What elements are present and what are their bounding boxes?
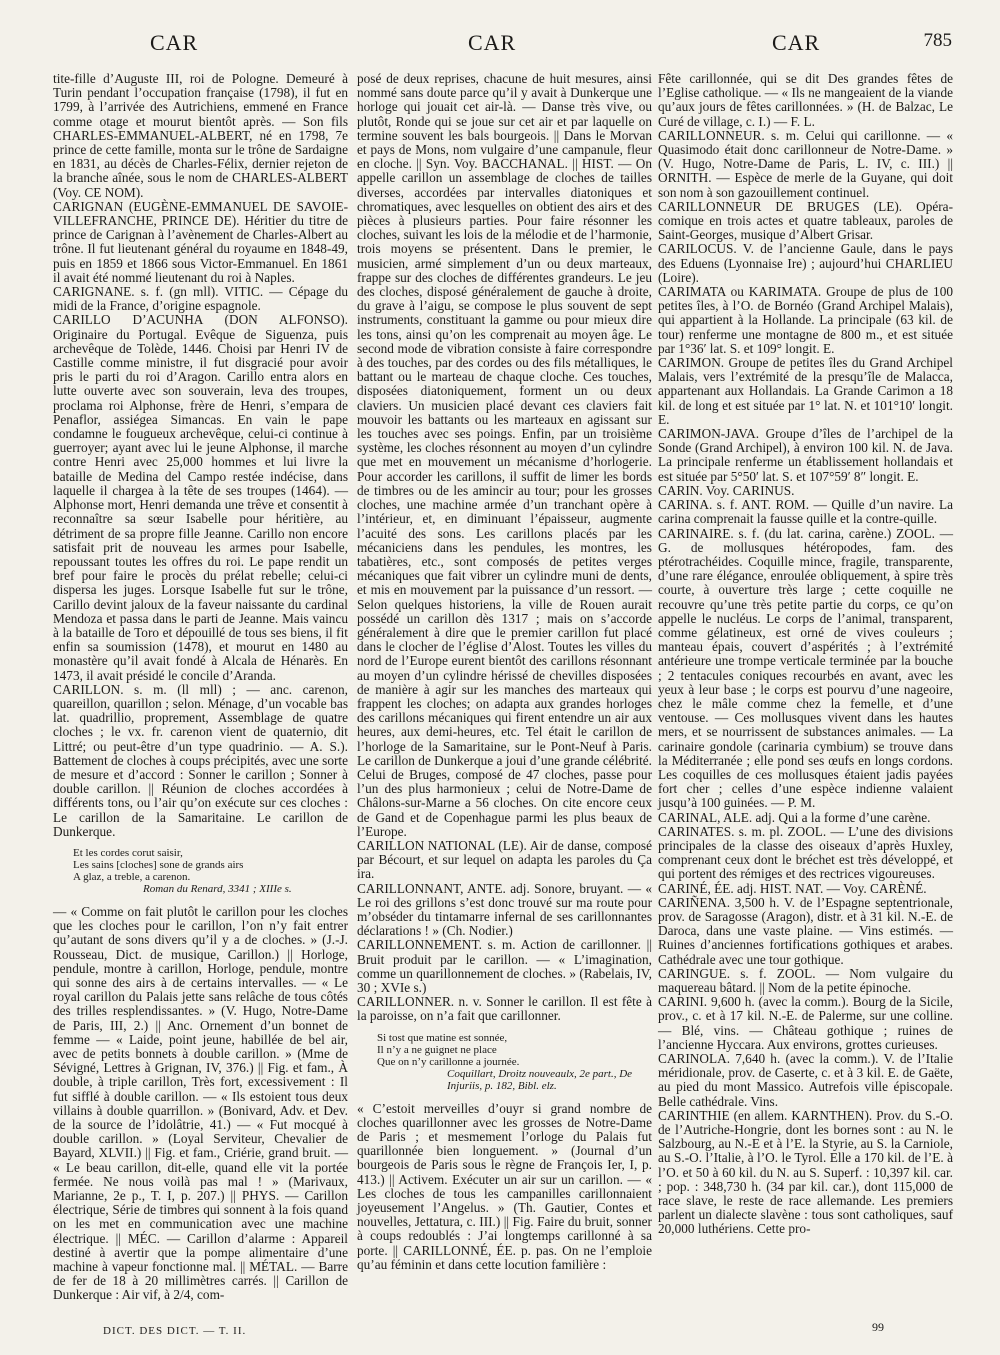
footer-volume: DICT. DES DICT. — T. II. (103, 1325, 247, 1337)
entry-carinaire: CARINAIRE. s. f. (du lat. carina, carène.) ZOOL. — G. de mollusques hétéropodes, fam. des ptérotrachéides. Coquille mince, fragile, transparente, d’une rare élégance, enroulée obliquement, à spire très courte, à ouverture très large ; cette coquille ne recouvre qu’une très petite partie du corps, ce qu’on appelle le nucléus. Le corps de l’animal, transparent, comme gélatineux, est orné de vives couleurs ; manteau épais, couvert d’aspérités ; à l’extrémité antérieure une trompe verticale terminée par la bouche ; 2 tentacules coniques recourbés en avant, avec les yeux à leur base ; le corps est pourvu d’une nageoire, chez le mâle comme chez la femelle, et d’une ventouse. — Ces mollusques vivent dans les hautes mers, et se nourrissent de substances animales. — La carinaire gondole (carinaria cymbium) se trouve dans la Méditerranée ; elle pond ses œufs en longs cordons. Les coquilles de ces mollusques étaient jadis payées fort cher ; celles d’une espèce indienne valaient jusqu’à 100 guinées. — P. M. (658, 525, 953, 811)
entry-carillonneur-de-bruges: CARILLONNEUR DE BRUGES (LE). Opéra-comique en trois actes et quatre tableaux, paroles de Saint-Georges, musique d’Albert Grisar. (658, 198, 953, 243)
entry-carillonneur: CARILLONNEUR. s. m. Celui qui carillonne. — « Quasimodo était donc carillonneur de Notre-Dame. » (V. Hugo, Notre-Dame de Paris, L. IV, c. III.) || ORNITH. — Espèce de merle de la Guyane, qui doit son nom à son gazouillement continuel. (658, 127, 953, 200)
verse-line: Si tost que matine est sonnée, (377, 1031, 508, 1044)
verse-line: A glaz, a treble, a carenon. (73, 870, 191, 883)
entry-carinola: CARINOLA. 7,640 h. (avec la comm.). V. de l’Italie méridionale, prov. de Caserte, c. et à 3 kil. E. de Gaëte, au pied du mont Massico. Autrefois ville épiscopale. Belle cathédrale. Vins. (658, 1051, 953, 1109)
running-head-left: CAR (150, 30, 199, 55)
entry-carine: CARINÉ, ÉE. adj. HIST. NAT. — Voy. CARÈNÉ. (658, 880, 927, 896)
running-head-right: CAR (772, 30, 821, 55)
entry-carillon-national: CARILLON NATIONAL (LE). Air de danse, composé par Bécourt, et sur lequel on adapta les paroles du Ça ira. (357, 837, 652, 882)
entry-carillonnement: CARILLONNEMENT. s. m. Action de carillonner. || Bruit produit par le carillon. — « L’imagination, comme un quarillonnement de cloches. » (Rabelais, IV, 30 ; XVIe s.) (357, 937, 652, 995)
entry-carignan: CARIGNAN (EUGÈNE-EMMANUEL DE SAVOIE-VILLEFRANCHE, PRINCE DE). Héritier du titre de prince de Carignan à l’avènement de Charles-Albert au trône. Il fut lieutenant général du royaume en 1848-49, puis en 1859 et 1866 sous Victor-Emmanuel. En 1861 il avait été nommé lieutenant du roi à Naples. (53, 198, 348, 285)
verse-source: Roman du Renard, 3341 ; XIIIe s. (143, 882, 292, 895)
entry-carignane: CARIGNANE. s. f. (gn mll). VITIC. — Cépage du midi de la France, d’origine espagnole. (53, 284, 348, 314)
entry-carina: CARINA. s. f. ANT. ROM. — Quille d’un navire. La carina comprenait la fausse quille et la contre-quille. (658, 497, 953, 527)
entry-carillonnant: CARILLONNANT, ANTE. adj. Sonore, bruyant. — « Le roi des grillons s’est donc trouvé sur ma route pour m’obséder du tintamarre infernal de ses carillonnantes déclarations ! » (Ch. Nodier.) (357, 880, 652, 939)
entry-carinates: CARINATES. s. m. pl. ZOOL. — L’une des divisions principales de la classe des oiseaux d’après Huxley, comprenant ceux dont le bréchet est très développé, et qui portent des rémiges et des rectrices vigoureuses. (658, 823, 953, 882)
page-number: 785 (923, 30, 952, 51)
column-3 (658, 72, 953, 1237)
entry-carilocus: CARILOCUS. V. de l’ancienne Gaule, dans le pays des Eduens (Lyonnaise Ire) ; aujourd’hui CHARLIEU (Loire). (658, 241, 953, 285)
footer-signature: 99 (872, 1320, 884, 1334)
entry-carin: CARIN. Voy. CARINUS. (658, 482, 795, 498)
entry-carinal: CARINAL, ALE. adj. Qui a la forme d’une carène. (658, 809, 931, 825)
quotation-verse (377, 1032, 652, 1092)
verse-line: Il n’y a ne guignet ne place (377, 1043, 497, 1056)
quotation-verse (73, 847, 348, 895)
entry-carillon-history: posé de deux reprises, chacune de huit mesures, ainsi nommé sans doute parce qu’il y avait à Dunkerque une horloge qui jouait cet air-là. — Danse très vive, ou plutôt, Ronde qui se joue sur cet air et par laquelle on termine souvent les bals bourgeois. || Dans le Morvan et pays de Mons, nom vulgaire d’une campanule, fleur en cloche. || Syn. Voy. BACCHANAL. || HIST. — On appelle carillon un assemblage de cloches de tailles diverses, accordées par intervalles diatoniques et chromatiques, avec lesquelles on obtient des airs et des pièces à plusieurs parties. Pour faire résonner les cloches, suivant les lois de la mélodie et de l’harmonie, trois moyens se présentent. Dans le premier, le musicien, armé simplement d’un ou deux marteaux, frappe sur des cloches de différentes grandeurs. Le jeu des cloches, disposé généralement de gauche à droite, du grave à l’aigu, se compose le plus souvent de sept instruments, constituant la gamme ou pour mieux dire les tons, ainsi qu’on les comprenait au moyen âge. Le second mode de vibration consiste à faire correspondre à des touches, par des cordes ou des fils métalliques, le battant ou le marteau de chaque cloche. Ces touches, disposées diatoniquement, forment un ou deux claviers. Un musicien placé devant ces claviers fait mouvoir les battants ou les marteaux en agissant sur les touches avec ses poings. Enfin, par un troisième système, les cloches résonnent au moyen d’un cylindre que met en mouvement un mécanisme d’horlogerie. Pour accorder les carillons, il suffit de limer les bords de timbres ou de les amincir au tour; pour les grosses cloches, une machine armée d’un tranchant opère à l’intérieur, et, en diminuant l’épaisseur, augmente l’acuité des sons. Les carillons placés par les mécaniciens dans les pendules, les montres, les tabatières, etc., sont composés de petites verges mécaniques que fait vibrer un cylindre muni de dents, et mis en mouvement par la puissance d’un ressort. — Selon quelques historiens, la ville de Rouen aurait possédé un carillon dès 1317 ; mais on s’accorde généralement à dire que le premier carillon fut placé dans le clocher de l’église d’Alost. Toutes les villes du nord de l’Europe eurent bientôt des carillons résonnant au moyen d’un cylindre hérissé de chevilles disposées de manière à agir sur les manches des marteaux qui frappent les cloches; on adapta aux grandes horloges des carillons mécaniques qui firent entendre un air aux heures, aux demi-heures, etc. Tel était le carillon de l’horloge de la Samaritaine, sur le Pont-Neuf à Paris. Le carillon de Dunkerque a joui d’une grande célébrité. Celui de Bruges, composé de 47 cloches, passe pour l’un des plus harmonieux ; celui de Notre-Dame de Châlons-sur-Marne a 56 cloches. On cite encore ceux de Gand et de Copenhague parmi les plus beaux de l’Europe. (357, 71, 652, 839)
entry-carinena: CARIÑENA. 3,500 h. V. de l’Espagne septentrionale, prov. de Saragosse (Aragon), distr. et à 31 kil. N.-E. de Daroca, dans une vaste plaine. — Vins estimés. — Ruines d’anciennes fortifications gothiques et arabes. Cathédrale avec une tour gothique. (658, 894, 953, 967)
column-1 (53, 72, 348, 1303)
entry-carinthie: CARINTHIE (en allem. KARNTHEN). Prov. du S.-O. de l’Autriche-Hongrie, dont les bornes sont : au N. le Salzbourg, au N.-E et à l’E. la Styrie, au S. la Carniole, au S.-O. l’Italie, à l’O. le Tyrol. Elle a 170 kil. de l’E. à l’O. et 50 à 60 kil. du N. au S. Superf. : 10,397 kil. car. ; pop. : 348,730 h. (34 par kil. car.), dont 115,000 de race slave, le reste de race allemande. Les premiers parlent un dialecte slavène : tous sont catholiques, sauf 20,000 luthériens. Cette pro- (658, 1107, 953, 1237)
entry-carimon: CARIMON. Groupe de petites îles du Grand Archipel Malais, vers l’extrémité de la presqu’île de Malacca, appartenant aux Hollandais. La Grande Carimon a 18 kil. de long et est située par 1° lat. N. et 101°10′ longit. E. (658, 355, 953, 427)
entry-carimon-java: CARIMON-JAVA. Groupe d’îles de l’archipel de la Sonde (Grand Archipel), à environ 100 kil. N. de Java. La principale renferme un établissement hollandais et est située par 5°50′ lat. S. et 107°59′ 8″ longit. E. (658, 426, 953, 484)
entry-paragraph: tite-fille d’Auguste III, roi de Pologne. Demeuré à Turin pendant l’occupation française (1798), il fut en 1799, à l’arrivée des Autrichiens, emmené en France comme otage et mourut bientôt après. — Son fils CHARLES-EMMANUEL-ALBERT, né en 1798, 7e prince de cette famille, monta sur le trône de Sardaigne en 1831, au décès de Charles-Félix, dernier rejeton de la branche aînée, sous le nom de CHARLES-ALBERT (Voy. CE NOM). (53, 71, 348, 200)
entry-carillonner-continued: « C’estoit merveilles d’ouyr si grand nombre de cloches quarillonner avec les grosses de Notre-Dame de Paris ; et mesmement l’orloge du Palais fut quarillonnée bien longuement. » (Journal d’un bourgeois de Paris sous le règne de François Ier, I, p. 413.) || Activem. Exécuter un air sur un carillon. — « Les cloches de tous les campanilles carillonnaient joyeusement l’Angelus. » (Th. Gautier, Contes et nouvelles, Jettatura, c. III.) || Fig. Faire du bruit, sonner à coups redoublés : J’ai longtemps carillonné à sa porte. || CARILLONNÉ, ÉE. p. pas. On ne l’emploie qu’au féminin et dans cette locution familière : (357, 1100, 652, 1272)
entry-carillon-continued: — « Comme on fait plutôt le carillon pour les cloches que les cloches pour le carillon, l’on n’y fait entrer qu’autant de sons divers qu’il y a de cloches. » (J.-J. Rousseau, Dict. de musique, Carillon.) || Horloge, pendule, montre à carillon, Horloge, pendule, montre qui sonne des airs à de certains intervalles. — « Le royal carillon du Palais jette sans relâche de tous côtés des trilles resplendissantes. » (V. Hugo, Notre-Dame de Paris, III, 2.) || Anc. Ornement d’un bonnet de femme — « Laide, point jeune, habillée de bel air, avec de petits bonnets à double carillon. » (Mme de Sévigné, Lettres à Grignan, IV, 376.) || Fig. et fam., À double, à triple carillon, Très fort, excessivement : Il fut sifflé à double carillon. — « Ils estoient tous deux villains à double quarrillon. » (Bonivard, Adv. et Dev. de la source de l’idolâtrie, 41.) — « Fut mocqué à double carillon. » (Loyal Serviteur, Chevalier de Bayard, XLVII.) || Fig. et fam., Criérie, grand bruit. — « Le beau carillon, dit-elle, quand elle vit la portée fermée. Ne nous voilà pas mal ! » (Marivaux, Marianne, 2e p., T. I, p. 207.) || PHYS. — Carillon électrique, Série de timbres qui sonnent à la fois quand on les met en communication avec une machine électrique. || MÉC. — Carillon d’alarme : Appareil destiné à avertir que la pompe alimentaire d’une machine à vapeur fonctionne mal. || MÉTAL. — Barre de fer de 18 à 20 millimètres carrés. || Carillon de Dunkerque : Air vif, à 2/4, com- (53, 903, 348, 1303)
column-2 (357, 72, 652, 1272)
entry-fete-carillonnee: Fête carillonnée, qui se dit Des grandes fêtes de l’Eglise catholique. — « Ils ne mangeaient de la viande qu’aux jours de fêtes carillonnées. » (H. de Balzac, Le Curé de village, c. I.) — F. L. (658, 71, 953, 129)
verse-source: Coquillart, Droitz nouveaulx, 2e part., De Injuriis, p. 182, Bibl. elz. (447, 1067, 633, 1092)
entry-carimata: CARIMATA ou KARIMATA. Groupe de plus de 100 petites îles, à l’O. de Bornéo (Grand Archipel Malais), qui appartient à la Hollande. La principale (63 kil. de tour) renferme une montagne de 800 m., et est située par 1°36′ lat. S. et 109° longit. E. (658, 284, 953, 356)
verse-line: Les sains [cloches] sone de grands airs (73, 858, 244, 871)
entry-carillon: CARILLON. s. m. (ll mll) ; — anc. carenon, quareillon, quarillon ; selon. Ménage, d’un vocable bas lat. quadrillio, proprement, Assemblage de quatre cloches ; le vx. fr. carenon vient de quaternio, dit Littré; ou peut-être d’un type quadrinio. — A. S.). Battement de cloches à coups précipités, avec une sorte de mesure et d’accord : Sonner le carillon ; Sonner à double carillon. || Réunion de cloches accordées à différents tons, ou l’air qu’on exécute sur ces cloches : Le carillon de la Samaritaine. Le carillon de Dunkerque. (53, 681, 348, 839)
entry-carini: CARINI. 9,600 h. (avec la comm.). Bourg de la Sicile, prov., c. et à 17 kil. N.-E. de Palerme, sur une colline. — Blé, vins. — Château gothique ; ruines de l’ancienne Hyccara. Aux environs, grottes curieuses. (658, 994, 953, 1052)
running-head-center: CAR (468, 30, 517, 55)
entry-carillonner: CARILLONNER. n. v. Sonner le carillon. Il est fête à la paroisse, on n’a fait que carillonner. (357, 994, 652, 1024)
entry-caringue: CARINGUE. s. f. ZOOL. — Nom vulgaire du maquereau bâtard. || Nom de la petite épinoche. (658, 965, 953, 995)
verse-line: Que on n’y carillonne a journée. (377, 1055, 520, 1068)
entry-carillo-dacunha: CARILLO D’ACUNHA (DON ALFONSO). Originaire du Portugal. Evêque de Siguenza, puis archevêque de Tolède, 1446. Choisi par Henri IV de Castille comme ministre, il fut disgracié pour avoir pris le parti du roi d’Aragon. Carillo entra alors en lutte ouverte avec son souverain, leva des troupes, proclama roi Alphonse, frère de Henri, s’empara de Penaflor, assiégea Simancas. En vain le pape condamne le fougueux archevêque, celui-ci continue à guerroyer; ayant avec lui le jeune Alphonse, il marche contre Henri avec 25,000 hommes et lui livre la bataille de Medina del Campo restée indécise, dans laquelle il chargea à la tête de ses troupes (1464). — Alphonse mort, Henri demanda une trêve et consentit à reconnaître sa sœur Isabelle pour héritière, au détriment de sa propre fille Jeanne. Carillo non encore satisfait prit de nouveau les armes pour Isabelle, repoussant toutes les offres du roi. Le pape rendit un bref pour faire le procès du prélat rebelle; celui-ci dispersa les juges. Lorsque Isabelle fut sur le trône, Carillo devint jaloux de la faveur naissante du cardinal Mendoza et passa dans le parti de Jeanne. Mais vaincu à la bataille de Toro et dépouillé de tous ses biens, il fit enfin sa soumission (1478), et mourut en 1480 au monastère qu’il avait fondé à Alcala de Hénarès. En 1473, il avait présidé le concile d’Aranda. (53, 312, 348, 683)
verse-line: Et les cordes corut saisir, (73, 846, 183, 859)
